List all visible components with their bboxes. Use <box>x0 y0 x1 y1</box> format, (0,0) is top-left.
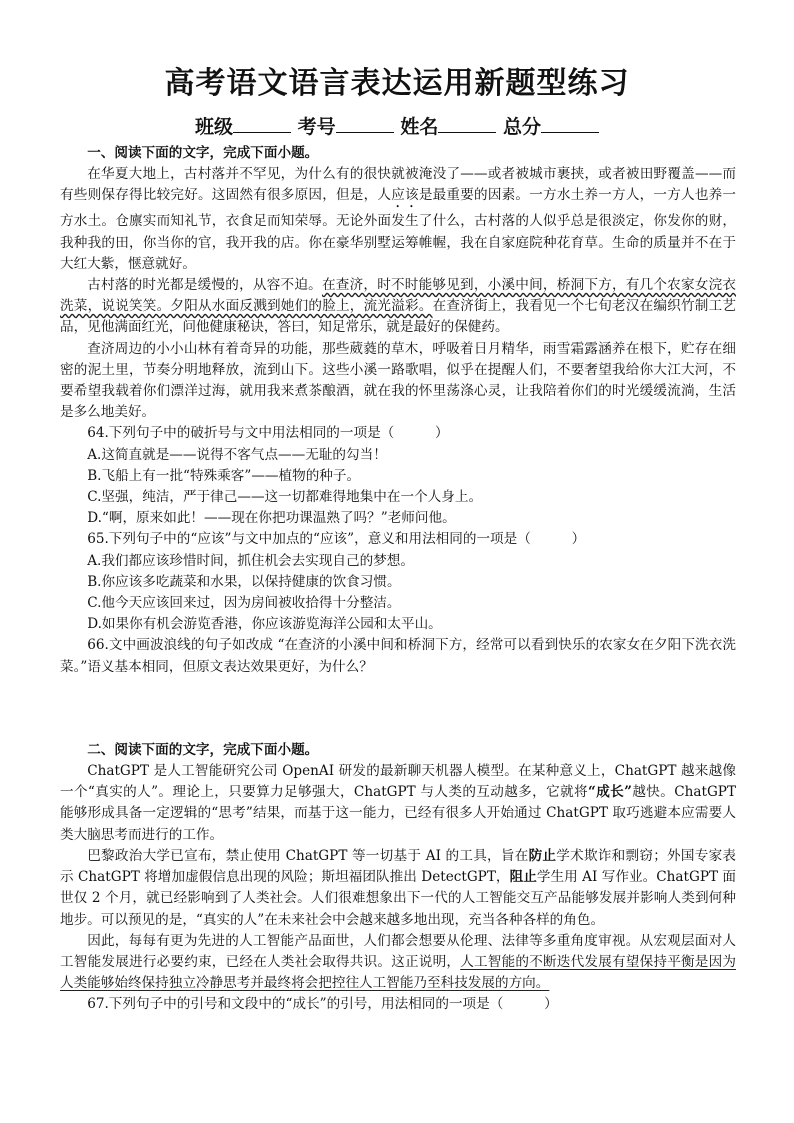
answer-space[interactable] <box>60 678 736 740</box>
content <box>60 143 736 1016</box>
bold-stop-term: 阻止 <box>509 869 537 886</box>
class-blank[interactable] <box>233 114 291 133</box>
question-67: 67.下列句子中的引号和文段中的“成长”的引号，用法相同的一项是（ ） <box>87 996 558 1013</box>
s2-paragraph-3: 因此，每每有更为先进的人工智能产品面世，人们都会想要从伦理、法律等多重角度审视。从宏观层面对人工智能发展进行必要约束，已经在人类社会取得共识。这正说明，人工智能的不断迭代发展有望保持平衡是因为人类能够始终保持独立冷静思考并最终将会把控往人工智能乃至科技发展的方向。 <box>60 932 736 992</box>
q64-option-b[interactable]: B.飞船上有一批“特殊乘客”——植物的种子。 <box>87 467 361 484</box>
name-blank[interactable] <box>438 114 496 133</box>
q64-option-c[interactable]: C.坚强，纯洁，严于律己——这一切都难得地集中在一个人身上。 <box>87 489 483 506</box>
bold-growth-term: “成长” <box>588 784 632 801</box>
s2-paragraph-2: 巴黎政治大学已宣布，禁止使用 ChatGPT 等一切基于 AI 的工具，旨在防止学术欺诈和剽窃；外国专家表示 ChatGPT 将增加虚假信息出现的风险；斯坦福团队推出 DetectGPT，阻止学生用 AI 写作业。ChatGPT 面世仅 2 个月，就已经影响到了人类社会。人们很难想象出下一代的人工智能交互产品能够发展并影响人类到何种地步。可以预见的是，“真实的人”在未来社会中会越来越多地出现，充当各种各样的角色。 <box>60 847 737 928</box>
score-blank[interactable] <box>541 114 599 133</box>
dotted-word: 应该 <box>391 187 419 204</box>
q65-option-b[interactable]: B.你应该多吃蔬菜和水果，以保持健康的饮食习惯。 <box>87 573 401 590</box>
s2-paragraph-1: ChatGPT 是人工智能研究公司 OpenAI 研发的最新聊天机器人模型。在某种意义上，ChatGPT 越来越像一个“真实的人”。理论上，只要算力足够强大，ChatGPT 与人类的互动越多，它就将“成长”越快。ChatGPT 能够形成具备一定逻辑的“思考”结果，而基于这一能力，已经有很多人开始通过 ChatGPT 取巧逃避本应需要人类大脑思考而进行的工作。 <box>60 763 737 843</box>
page-title: 高考语文语言表达运用新题型练习 <box>164 66 630 101</box>
question-64: 64.下列句子中的破折号与文中用法相同的一项是（ ） <box>87 425 449 442</box>
exam-no-label: 考号 <box>297 116 336 138</box>
q64-option-a[interactable]: A.这简直就是——说得不客气点——无耻的勾当！ <box>87 446 387 463</box>
s1-paragraph-2: 古村落的时光都是缓慢的，从容不迫。在查济，时不时能够见到，小溪中间，桥洞下方，有几个农家女浣衣洗菜，说说笑笑。夕阳从水面反溅到她们的脸上，流光溢彩。在查济街上，我看见一个七旬老汉在编织竹制工艺品，见他满面红光，问他健康秘诀，答曰，知足常乐，就是最好的保健药。 <box>60 277 737 336</box>
q65-option-d[interactable]: D.如果你有机会游览香港，你应该游览海洋公园和太平山。 <box>87 616 442 633</box>
score-label: 总分 <box>502 116 541 138</box>
bold-prevent-term: 防止 <box>528 847 557 864</box>
q64-option-d[interactable]: D.“啊，原来如此！——现在你把功课温熟了吗？”老师问他。 <box>87 510 456 527</box>
question-66: 66.文中画波浪线的句子如改成 “在查济的小溪中间和桥洞下方，经常可以看到快乐的农家女在夕阳下洗衣洗菜。”语义基本相同，但原文表达效果更好，为什么？ <box>60 637 736 675</box>
s1-paragraph-3: 查济周边的小小山林有着奇异的功能，那些葳蕤的草木，呼吸着日月精华，雨雪霜露涵养在根下，贮存在细密的泥土里，节奏分明地释放，流到山下。这些小溪一路歌唱，似乎在提醒人们，不要奢望我给你大江大河，不要希望我载着你们漂洋过海，就用我来煮茶酿酒，就在我的怀里荡涤心灵，让我陪着你们的时光缓缓流淌，生活是多么地美好。 <box>60 340 736 421</box>
question-65: 65.下列句子中的“应该”与文中加点的“应该”，意义和用法相同的一项是（ ） <box>87 531 586 548</box>
q65-option-a[interactable]: A.我们都应该珍惜时间，抓住机会去实现自己的梦想。 <box>87 552 414 569</box>
section-1-heading: 一、阅读下面的文字，完成下面小题。 <box>87 145 319 161</box>
wavy-underlined-sentence: 在查济，时不时能够见到，小溪中间，桥洞下方，有几个农家女浣衣洗菜，说说笑笑。夕阳从水面反溅到她们的脸上，流光溢彩。 <box>60 277 737 315</box>
s1-paragraph-1: 在华夏大地上，古村落并不罕见，为什么有的很快就被淹没了——或者被城市裹挟，或者被田野覆盖——而有些则保存得比较完好。这固然有很多原因，但是，人应该是最重要的因素。一方水土养一方人，一方人也养一方水土。仓廪实而知礼节，衣食足而知荣辱。无论外面发生了什么，古村落的人似乎总是很淡定，你发你的财，我种我的田，你当你的官，我开我的店。你在豪华别墅运筹帷幄，我在自家庭院种花育草。生命的质量并不在于大红大紫，惬意就好。 <box>60 166 737 272</box>
underlined-sentence: 人工智能的不断迭代发展有望保持平衡是因为人类能够始终保持独立冷静思考并最终将会把控往人工智能乃至科技发展的方向。 <box>60 953 736 992</box>
exam-no-blank[interactable] <box>336 114 394 133</box>
class-label: 班级 <box>195 116 234 138</box>
section-2-heading: 二、阅读下面的文字，完成下面小题。 <box>87 741 319 758</box>
name-label: 姓名 <box>400 116 439 138</box>
q65-option-c[interactable]: C.他今天应该回来过，因为房间被收拾得十分整洁。 <box>87 595 401 612</box>
student-info-line <box>0 112 794 139</box>
